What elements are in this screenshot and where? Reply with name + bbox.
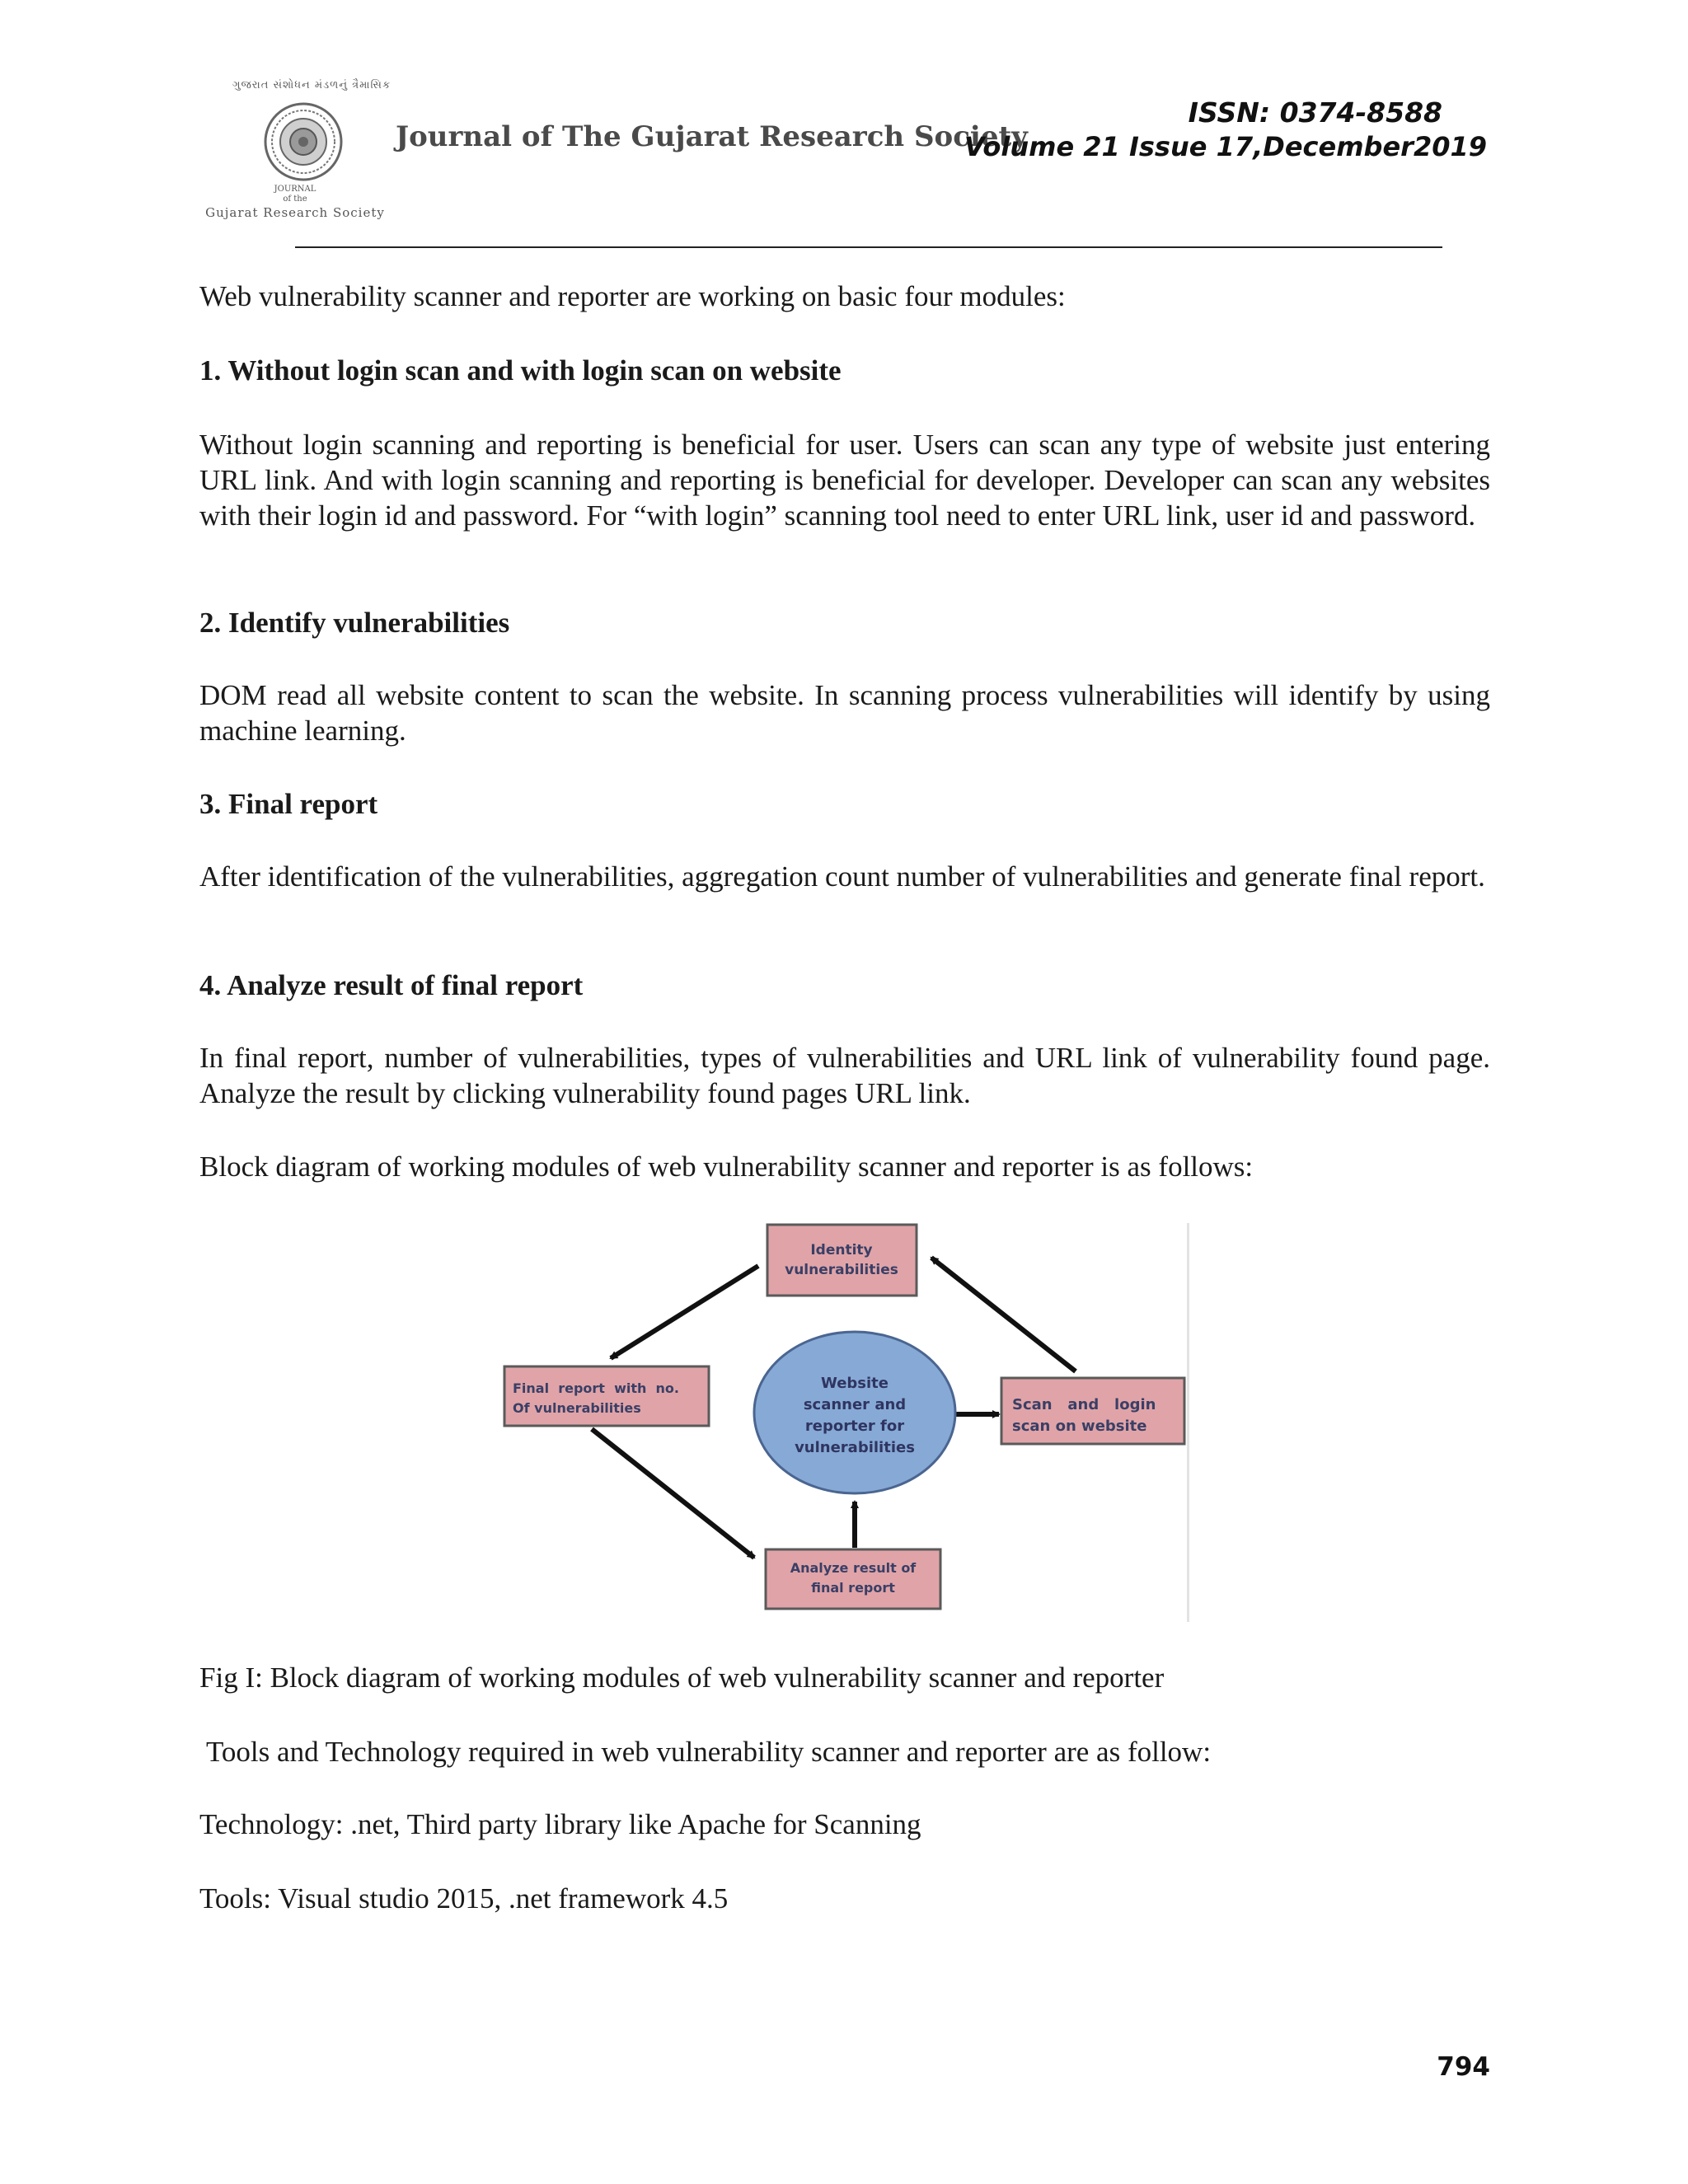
final-report-box xyxy=(504,1366,709,1426)
block-diagram xyxy=(495,1218,1195,1627)
figure-edge-line xyxy=(1187,1223,1189,1622)
arrow-final-to-analyze xyxy=(592,1429,754,1558)
section-paragraph: Without login scanning and reporting is beneficial for user. Users can scan any type of website just entering URL link. And with login scanning and reporting is beneficial for developer. Developer can scan any websites with their login id and password. For “with login” scanning tool need to enter URL link, user id and password. xyxy=(199,429,1490,532)
identify-box-label: Identity xyxy=(810,1242,873,1258)
intro-paragraph: Web vulnerability scanner and reporter are working on basic four modules: xyxy=(199,280,1066,312)
volume-issue: Volume 21 Issue 17,December2019 xyxy=(964,131,1487,162)
center-circle-label: vulnerabilities xyxy=(795,1439,915,1456)
diagram-intro: Block diagram of working modules of web vulnerability scanner and reporter is as follows: xyxy=(199,1151,1254,1183)
technology-line: Technology: .net, Third party library like Apache for Scanning xyxy=(199,1808,921,1840)
tools-line: Tools: Visual studio 2015, .net framework 4.5 xyxy=(199,1882,729,1915)
analyze-result-box xyxy=(766,1549,940,1609)
section-heading: 2. Identify vulnerabilities xyxy=(199,607,510,639)
logo-small-line: of the xyxy=(283,194,307,204)
section-paragraph: DOM read all website content to scan the website. In scanning process vulnerabilities will identify by using machine learning. xyxy=(199,679,1490,747)
figure-caption: Fig I: Block diagram of working modules of web vulnerability scanner and reporter xyxy=(199,1661,1165,1694)
analyze-box-label: final report xyxy=(811,1580,895,1596)
section-paragraph: After identification of the vulnerabilities, aggregation count number of vulnerabilities and generate final report. xyxy=(199,860,1485,893)
header-divider xyxy=(295,246,1442,248)
section-heading: 4. Analyze result of final report xyxy=(199,969,584,1001)
center-circle-label: Website xyxy=(820,1375,889,1392)
journal-title: Journal of The Gujarat Research Society xyxy=(396,120,1028,153)
center-circle-label: reporter for xyxy=(804,1418,905,1435)
tools-intro: Tools and Technology required in web vulnerability scanner and reporter are as follow: xyxy=(206,1736,1212,1768)
scan-box-label: Scan and login xyxy=(1012,1396,1156,1413)
seal-icon xyxy=(262,101,345,183)
center-circle-label: scanner and xyxy=(803,1396,907,1413)
section-heading: 3. Final report xyxy=(199,788,378,820)
identify-vulnerabilities-box xyxy=(767,1225,917,1296)
journal-logo xyxy=(188,73,402,229)
arrow-identify-to-final xyxy=(611,1266,758,1358)
final-box-label: Of vulnerabilities xyxy=(513,1400,641,1416)
section-heading: 1. Without login scan and with login scan on website xyxy=(199,354,842,387)
analyze-box-label: Analyze result of xyxy=(790,1560,917,1576)
scan-box-label: scan on website xyxy=(1012,1418,1147,1435)
logo-tagline: ગુજરાત સંશોધન મંડળનું ત્રૈમાસિક xyxy=(232,79,392,91)
section-paragraph: In final report, number of vulnerabilities, types of vulnerabilities and URL link of vulnerability found page. Analyze the result by clicking vulnerability found pages URL link. xyxy=(199,1042,1490,1109)
issn: ISSN: 0374-8588 xyxy=(1188,96,1442,129)
block-diagram-svg xyxy=(495,1218,1195,1627)
page-number: 794 xyxy=(1437,2052,1490,2082)
final-box-label: Final report with no. xyxy=(513,1380,679,1396)
arrow-scan-to-identify xyxy=(931,1258,1076,1371)
logo-name: Gujarat Research Society xyxy=(205,205,385,220)
identify-box-label: vulnerabilities xyxy=(785,1262,898,1278)
logo-small-line: JOURNAL xyxy=(274,185,316,194)
